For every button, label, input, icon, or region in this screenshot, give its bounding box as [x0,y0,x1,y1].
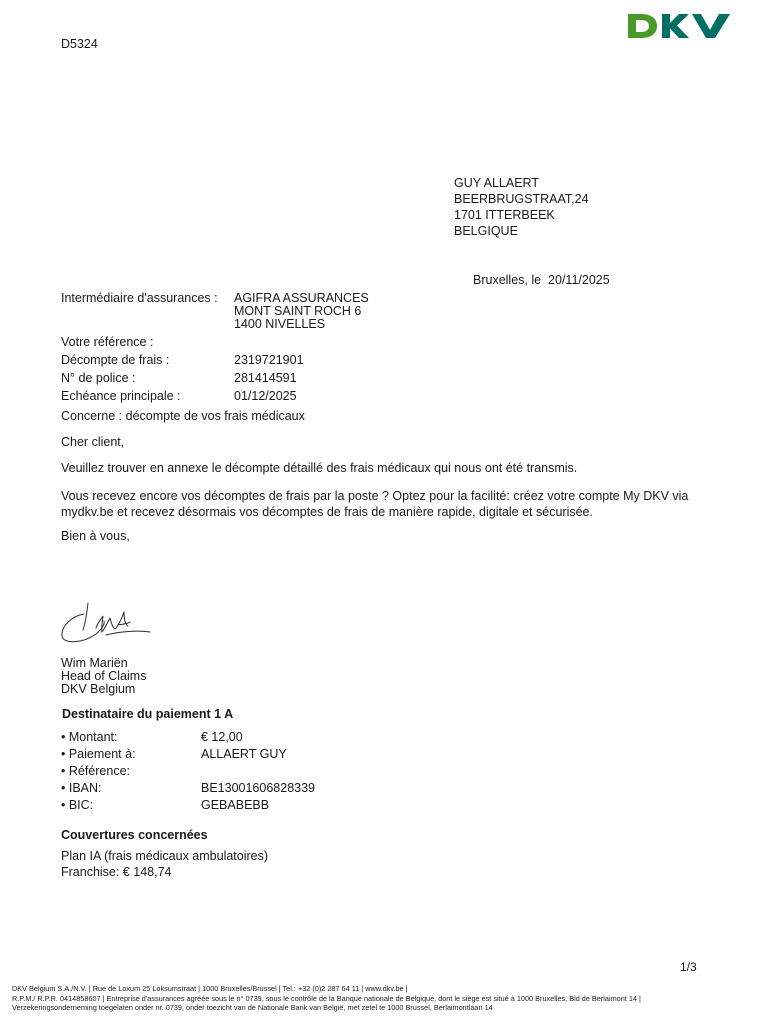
legal-footer [12,984,757,1013]
intermediary-line: MONT SAINT ROCH 6 [234,304,362,318]
payment-section-title: Destinataire du paiement 1 A [62,707,234,721]
signer-name: Wim Mariën [61,656,128,670]
body-paragraph [61,488,741,520]
coverage-details [61,848,268,880]
signer-block [61,655,146,694]
policy-number: 281414591 [234,371,297,385]
document-reference-code: D5324 [61,37,98,51]
footer-line: DKV Belgium S.A./N.V. | Rue de Loxum 25 Loksumstraat | 1000 Bruxelles/Brussel | Tel.: +32 (0)2 287 64 11 | www.dkv.be | [12,984,408,993]
body-paragraph-line: mydkv.be et recevez désormais vos décomptes de frais de manière rapide, digitale et sécurisée. [61,505,593,519]
subject-line: Concerne : décompte de vos frais médicaux [61,409,305,423]
recipient-line: BELGIQUE [454,224,518,238]
coverage-plan: Plan IA (frais médicaux ambulatoires) [61,849,269,863]
due-date-label: Echéance principale : [61,389,181,403]
signer-company: DKV Belgium [61,682,136,696]
payment-amount: € 12,00 [201,730,243,744]
payment-details [61,729,461,814]
payment-bic: GEBABEBB [201,798,270,812]
closing: Bien à vous, [61,529,130,543]
dkv-logo [626,13,732,39]
greeting: Cher client, [61,435,125,449]
intermediary-line: 1400 NIVELLES [234,317,326,331]
intermediary-line: AGIFRA ASSURANCES [234,291,369,305]
payment-iban: BE13001606828339 [201,781,316,795]
claim-label: Décompte de frais : [61,353,170,367]
coverage-section-title: Couvertures concernées [61,828,208,842]
payment-payee: ALLAERT GUY [201,747,287,761]
page-number: 1/3 [680,960,697,974]
recipient-line: GUY ALLAERT [454,176,539,190]
date-value: 20/11/2025 [548,273,610,287]
letter-info-block [61,290,621,404]
payment-label: • Paiement à: [61,747,136,761]
claim-number: 2319721901 [234,353,304,367]
policy-label: N° de police : [61,371,136,385]
payment-label: • BIC: [61,798,94,812]
due-date-value: 01/12/2025 [234,389,297,403]
date-line [473,272,610,288]
footer-line: Verzekeringsonderneming toegelaten onder nr. 0739, onder toezicht van de Nationale Bank van België, met zetel te 1000 Brussel, Berlaimontlaan 14 [12,1003,493,1012]
recipient-line: BEERBRUGSTRAAT,24 [454,192,589,206]
body-paragraph-line: Vous recevez encore vos décomptes de frais par la poste ? Optez pour la facilité: créez votre compte My DKV via [61,489,689,503]
your-reference-label: Votre référence : [61,335,154,349]
handwritten-signature [58,600,154,656]
body-paragraph: Veuillez trouver en annexe le décompte détaillé des frais médicaux qui nous ont été transmis. [61,461,578,475]
footer-line: R.P.M./ R.P.R. 0414858607 | Entreprise d'assurances agréée sous le n° 0739, sous le contrôle de la Banque nationale de Belgique, dont le siège est situé à 1000 Bruxelles, Bld de Berlaimont 14 | [12,993,641,1003]
recipient-address [454,175,589,239]
recipient-line: 1701 ITTERBEEK [454,208,555,222]
date-place: Bruxelles, le [473,273,542,287]
coverage-franchise: Franchise: € 148,74 [61,865,172,879]
payment-label: • Montant: [61,730,118,744]
payment-label: • IBAN: [61,781,102,795]
signer-title: Head of Claims [61,669,147,683]
payment-label: • Référence: [61,764,130,778]
intermediary-label: Intermédiaire d'assurances : [61,291,218,305]
